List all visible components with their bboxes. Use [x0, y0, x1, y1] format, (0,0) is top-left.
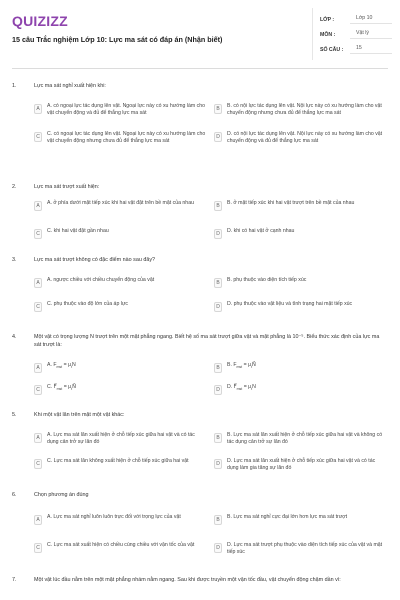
option-text: B. phụ thuộc vào diện tích tiếp xúc — [227, 277, 307, 283]
option-text: B. ở mặt tiếp xúc khi hai vật trượt trên bề mặt của nhau — [227, 200, 355, 206]
question-5 — [0, 409, 400, 475]
document-title: 15 câu Trắc nghiệm Lớp 10: Lực ma sát có đáp án (Nhận biết) — [12, 35, 223, 44]
option-letter-box: C — [34, 543, 42, 553]
option-letter-box: B — [214, 433, 222, 443]
header-separator — [12, 68, 388, 69]
meta-label: SỐ CÂU : — [320, 46, 344, 53]
question-text: Lực ma sát trượt xuất hiện: — [34, 184, 100, 190]
question-text: Một vật lúc đầu nằm trên một mặt phẳng nhám nằm ngang. Sau khi được truyền một vận tốc đầu, vật chuyển động chậm dần vì: — [34, 577, 341, 583]
meta-row-subject — [320, 27, 392, 42]
question-3 — [0, 254, 400, 318]
question-text: Một vật có trọng lượng N trượt trên một mặt phẳng ngang. Biết hệ số ma sát trượt giữa vật và mặt phẳng là 10⁻⁵. Biểu thức xác định của lực ma sát trượt là: — [34, 334, 380, 348]
option-formula: A. $F_{mst} = \mu_tN$ — [47, 362, 76, 370]
meta-label: MÔN : — [320, 31, 336, 38]
question-text: Khi một vật lăn trên mặt một vật khác: — [34, 412, 125, 418]
option-text: C. phụ thuộc vào độ lớn của áp lực — [47, 301, 128, 307]
option-letter-box: D — [214, 302, 222, 312]
question-4 — [0, 331, 400, 399]
option-letter-box: D — [214, 385, 222, 395]
meta-value: Vật lý — [350, 30, 392, 39]
question-text: Lực ma sát nghỉ xuất hiện khi: — [34, 83, 106, 89]
option-letter-box: D — [214, 229, 222, 239]
option-letter-box: A — [34, 104, 42, 114]
question-number: 2. — [12, 184, 17, 190]
question-number: 5. — [12, 412, 17, 418]
option-text: C. Lực ma sát lăn không xuất hiện ở chỗ tiếp xúc giữa hai vật — [47, 458, 189, 464]
meta-row-count — [320, 42, 392, 57]
option-letter-box: C — [34, 459, 42, 469]
options — [0, 353, 400, 399]
option-letter-box: C — [34, 229, 42, 239]
option-text: B. Lực ma sát nghỉ cực đại lớn hơn lực ma sát trượt — [227, 514, 348, 520]
option-letter-box: A — [34, 278, 42, 288]
options — [0, 266, 400, 318]
option-letter-box: C — [34, 302, 42, 312]
question-header — [0, 489, 400, 501]
option-letter-box: B — [214, 278, 222, 288]
option-letter-box: D — [214, 459, 222, 469]
option-letter-box: B — [214, 363, 222, 373]
option-text: A. Lực ma sát nghỉ luôn luôn trực đối với trọng lực của vật — [47, 514, 181, 520]
question-header — [0, 331, 400, 353]
question-7 — [0, 574, 400, 596]
option-text: A. Lực ma sát lăn xuất hiện ở chỗ tiếp xúc giữa hai vật và có tác dụng cản trở sự lăn đó — [47, 432, 195, 446]
options — [0, 193, 400, 243]
question-text: Lực ma sát trượt không có đặc điểm nào sau đây? — [34, 257, 156, 263]
meta-label: LỚP : — [320, 16, 335, 23]
option-formula: B. $F_{mst}$ = $\mu_tN⃗$ — [227, 362, 256, 370]
option-text: A. ở phía dưới mặt tiếp xúc khi hai vật đặt trên bề mặt của nhau — [47, 200, 194, 206]
question-text: Chọn phương án đúng — [34, 492, 89, 498]
question-6 — [0, 489, 400, 557]
option-letter-box: A — [34, 201, 42, 211]
option-letter-box: D — [214, 132, 222, 142]
option-text: C. có ngoại lực tác dụng lên vật. Ngoại lực này có xu hướng làm cho vật chuyển động nhưng chưa đủ để thắng lực ma sát — [47, 131, 206, 145]
question-number: 3. — [12, 257, 17, 263]
option-text: B. có nội lực tác dụng lên vật. Nội lực này có xu hướng làm cho vật chuyển động nhưng chưa đủ để thắng lực ma sát — [227, 103, 382, 117]
option-letter-box: B — [214, 104, 222, 114]
meta-row-class — [320, 12, 392, 27]
option-text: C. khi hai vật đặt gần nhau — [47, 228, 109, 234]
header-divider — [312, 8, 313, 60]
question-number: 4. — [12, 334, 17, 340]
question-1 — [0, 80, 400, 150]
option-text: B. Lực ma sát lăn xuất hiện ở chỗ tiếp xúc giữa hai vật và không có tác dụng cản trở sự lăn đó — [227, 432, 383, 446]
quizizz-logo: QUIZIZZ — [12, 13, 68, 29]
question-number: 1. — [12, 83, 17, 89]
option-text: D. Lực ma sát lăn xuất hiện ở chỗ tiếp xúc giữa hai vật và có tác dụng làm gia tăng sự lăn đó — [227, 458, 376, 472]
meta-info — [320, 12, 392, 57]
option-formula: D. $F⃗_{mst} = \mu_tN$ — [227, 384, 256, 392]
option-text: A. có ngoại lực tác dụng lên vật. Ngoại lực này có xu hướng làm cho vật chuyển động và đủ để thắng lực ma sát — [47, 103, 206, 117]
option-text: D. có nội lực tác dụng lên vật. Nội lực này có xu hướng làm cho vật chuyển động và đủ để thắng lực ma sát — [227, 131, 383, 145]
page-header — [0, 0, 400, 64]
question-number: 6. — [12, 492, 17, 498]
option-letter-box: C — [34, 132, 42, 142]
meta-value: Lớp 10 — [350, 15, 392, 24]
option-letter-box: A — [34, 363, 42, 373]
question-number: 7. — [12, 577, 17, 583]
option-letter-box: B — [214, 515, 222, 525]
question-header — [0, 409, 400, 421]
option-text: D. phụ thuộc vào vật liệu và tình trạng hai mặt tiếp xúc — [227, 301, 353, 307]
options — [0, 501, 400, 557]
option-letter-box: A — [34, 433, 42, 443]
options — [0, 92, 400, 150]
option-text: D. khi có hai vật ở cạnh nhau — [227, 228, 295, 234]
question-header — [0, 80, 400, 92]
question-2 — [0, 181, 400, 243]
option-letter-box: A — [34, 515, 42, 525]
option-letter-box: C — [34, 385, 42, 395]
option-letter-box: D — [214, 543, 222, 553]
option-text: C. Lực ma sát xuất hiện có chiều cùng chiều với vận tốc của vật — [47, 542, 195, 548]
meta-value: 15 — [350, 45, 392, 54]
question-header — [0, 181, 400, 193]
option-formula: C. $F⃗_{mst}$ = $\mu_tN⃗$ — [47, 384, 77, 392]
option-letter-box: B — [214, 201, 222, 211]
question-header — [0, 574, 400, 596]
option-text: D. Lực ma sát trượt phụ thuộc vào diện tích tiếp xúc của vật và mặt tiếp xúc — [227, 542, 383, 556]
options — [0, 421, 400, 475]
question-header — [0, 254, 400, 266]
option-text: A. ngược chiều với chiều chuyển động của vật — [47, 277, 155, 283]
